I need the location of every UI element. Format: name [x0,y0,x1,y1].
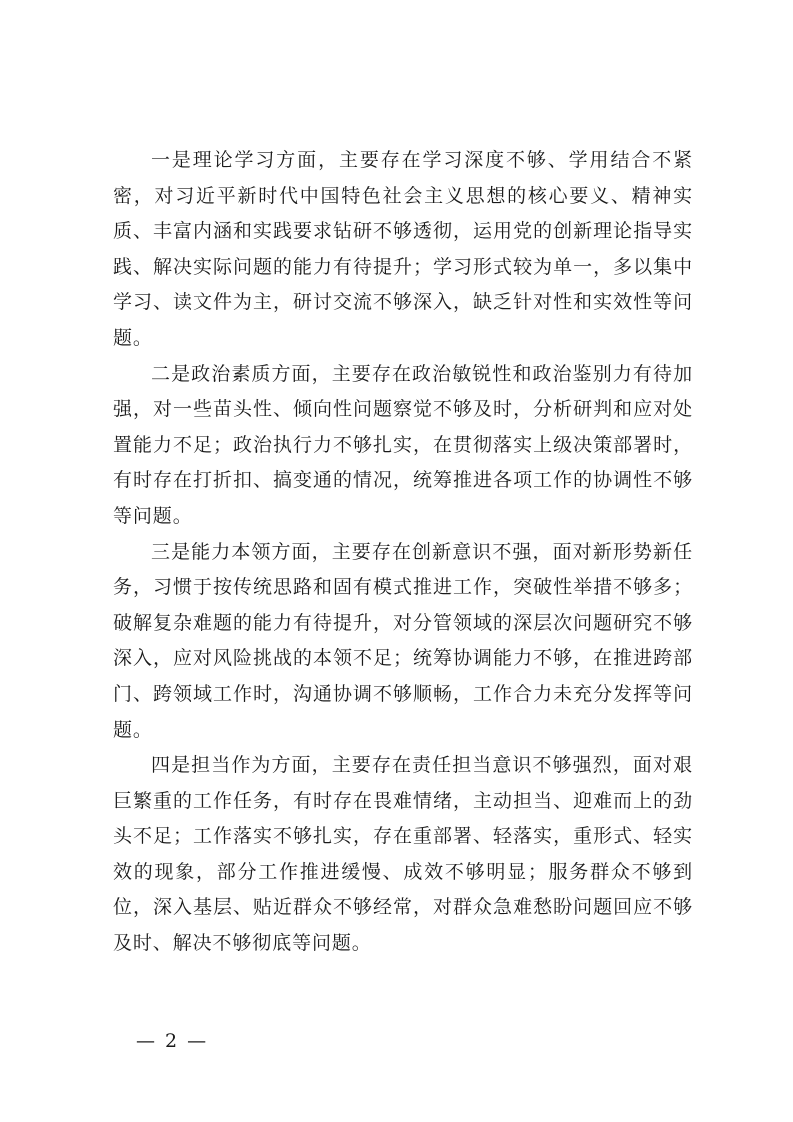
page-number: — 2 — [136,1030,209,1052]
paragraph-ability: 三是能力本领方面，主要存在创新意识不强，面对新形势新任务，习惯于按传统思路和固有模式推进工作，突破性举措不够多；破解复杂难题的能力有待提升，对分管领域的深层次问题研究不够深入，应对风险挑战的本领不足；统筹协调能力不够，在推进跨部门、跨领域工作时，沟通协调不够顺畅，工作合力未充分发挥等问题。 [113,540,693,741]
paragraph-political-quality: 二是政治素质方面，主要存在政治敏锐性和政治鉴别力有待加强，对一些苗头性、倾向性问题察觉不够及时，分析研判和应对处置能力不足；政治执行力不够扎实，在贯彻落实上级决策部署时，有时存在打折扣、搞变通的情况，统筹推进各项工作的协调性不够等问题。 [113,362,693,527]
document-body [113,143,693,962]
paragraph-theory-study: 一是理论学习方面，主要存在学习深度不够、学用结合不紧密，对习近平新时代中国特色社会主义思想的核心要义、精神实质、丰富内涵和实践要求钻研不够透彻，运用党的创新理论指导实践、解决实际问题的能力有待提升；学习形式较为单一，多以集中学习、读文件为主，研讨交流不够深入，缺乏针对性和实效性等问题。 [113,149,693,349]
paragraph-responsibility: 四是担当作为方面，主要存在责任担当意识不够强烈，面对艰巨繁重的工作任务，有时存在畏难情绪，主动担当、迎难而上的劲头不足；工作落实不够扎实，存在重部署、轻落实，重形式、轻实效的现象，部分工作推进缓慢、成效不够明显；服务群众不够到位，深入基层、贴近群众不够经常，对群众急难愁盼问题回应不够及时、解决不够彻底等问题。 [113,754,693,955]
